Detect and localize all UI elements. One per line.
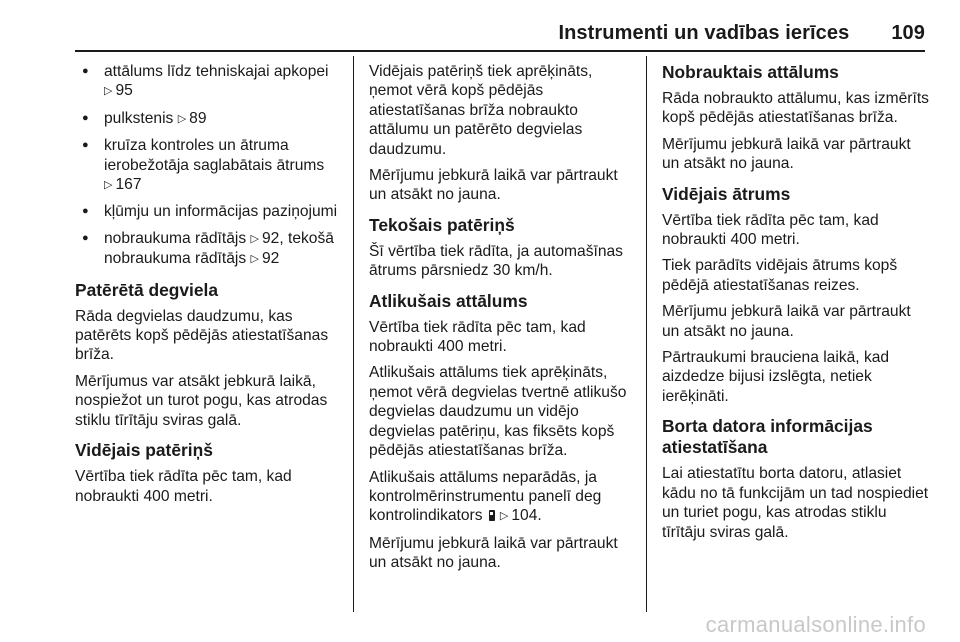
page-reference-arrow-icon: ▷ xyxy=(104,85,113,98)
paragraph: Mērījumu jebkurā laikā var pārtraukt un atsākt no jauna. xyxy=(369,534,618,572)
list-item: ● kļūmju un informācijas paziņojumi xyxy=(75,202,347,221)
section-heading-avg-speed: Vidējais ātrums xyxy=(662,183,791,204)
paragraph: Mērījumu jebkurā laikā var pārtraukt un atsākt no jauna. xyxy=(662,135,911,173)
list-item: ● attālums līdz tehniskajai apkopei ▷ 95 xyxy=(75,62,347,102)
paragraph: Mērījumus var atsākt jebkurā laikā, nospiežot un turot pogu, kas atrodas stiklu tīrītāju sviras galā. xyxy=(75,372,328,429)
page-ref[interactable]: ▷ 92 xyxy=(251,230,280,247)
paragraph: Rāda nobraukto attālumu, kas izmērīts kopš pēdējās atiestatīšanas brīža. xyxy=(662,90,929,127)
column-3 xyxy=(662,62,930,549)
bullet-list xyxy=(75,62,347,270)
paragraph: Vērtība tiek rādīta pēc tam, kad nobraukti 400 metri. xyxy=(369,318,586,356)
section-heading-current-consumption: Tekošais patēriņš xyxy=(369,214,515,235)
list-item: ● pulkstenis ▷ 89 xyxy=(75,109,347,129)
page-ref[interactable]: ▷ 95 xyxy=(104,82,133,99)
page-ref[interactable]: ▷ 92 xyxy=(251,250,280,267)
section-heading-range: Atlikušais attālums xyxy=(369,290,528,311)
paragraph: Vērtība tiek rādīta pēc tam, kad nobraukti 400 metri. xyxy=(662,211,879,249)
paragraph: Mērījumu jebkurā laikā var pārtraukt un atsākt no jauna. xyxy=(662,303,911,340)
section-heading-avg-consumption: Vidējais patēriņš xyxy=(75,440,213,461)
column-divider-1 xyxy=(353,56,354,612)
page-reference-arrow-icon: ▷ xyxy=(250,232,259,245)
fuel-pump-icon xyxy=(489,510,497,521)
paragraph: Tiek parādīts vidējais ātrums kopš pēdējā atiestatīšanas reizes. xyxy=(662,257,898,294)
section-heading-reset: Borta datora informācijas atiestatīšana xyxy=(662,416,873,458)
paragraph: Atlikušais attālums neparādās, ja kontrolmērinstrumentu panelī deg kontrolindikators ▷ 104. xyxy=(369,468,637,527)
header-title: Instrumenti un vadības ierīces xyxy=(558,22,850,44)
page-reference-arrow-icon: ▷ xyxy=(177,112,187,125)
paragraph: Atlikušais attālums tiek aprēķināts, ņemot vērā degvielas tvertnē atlikušo degvielas daudzumu un vidējo degvielas patēriņu, kas fiksēts kopš pēdējās atiestatīšanas brīža. xyxy=(369,364,627,460)
column-1 xyxy=(75,62,347,513)
column-2 xyxy=(369,62,637,580)
paragraph: Pārtraukumi brauciena laikā, kad aizdedze bijusi izslēgta, netiek ierēķināti. xyxy=(662,349,890,405)
paragraph: Šī vērtība tiek rādīta, ja automašīnas ātrums pārsniedz 30 km/h. xyxy=(369,242,623,280)
list-item: ● nobraukuma rādītājs ▷ 92, tekošā nobraukuma rādītājs ▷ 92 xyxy=(75,229,347,270)
paragraph: Mērījumu jebkurā laikā var pārtraukt un atsākt no jauna. xyxy=(369,167,618,204)
header-rule xyxy=(75,50,925,52)
column-divider-2 xyxy=(646,56,647,612)
page-number: 109 xyxy=(891,22,925,44)
list-item: ● kruīza kontroles un ātruma ierobežotāja saglabātais ātrums ▷ 167 xyxy=(75,136,347,195)
page-ref[interactable]: ▷ 104 xyxy=(500,507,538,524)
page-header xyxy=(75,22,925,45)
page-reference-arrow-icon: ▷ xyxy=(499,510,509,523)
page-reference-arrow-icon: ▷ xyxy=(250,253,259,266)
paragraph: Lai atiestatītu borta datoru, atlasiet kādu no tā funkcijām un tad nospiediet un turiet pogu, kas atrodas stiklu tīrītāju sviras galā. xyxy=(662,465,929,541)
page-ref[interactable]: ▷ 167 xyxy=(104,176,142,193)
paragraph: Rāda degvielas daudzumu, kas patērēts kopš pēdējās atiestatīšanas brīža. xyxy=(75,307,329,364)
watermark: carmanualsonline.info xyxy=(705,612,926,637)
paragraph: Vērtība tiek rādīta pēc tam, kad nobraukti 400 metri. xyxy=(75,468,292,505)
paragraph: Vidējais patēriņš tiek aprēķināts, ņemot vērā kopš pēdējās atiestatīšanas brīža nobraukto attālumu un patērēto degvielas daudzumu. xyxy=(369,63,593,158)
section-heading-fuel-used: Patērētā degviela xyxy=(75,279,219,300)
page-reference-arrow-icon: ▷ xyxy=(104,179,113,192)
page-ref[interactable]: ▷ 89 xyxy=(178,110,207,127)
section-heading-distance: Nobrauktais attālums xyxy=(662,62,839,82)
